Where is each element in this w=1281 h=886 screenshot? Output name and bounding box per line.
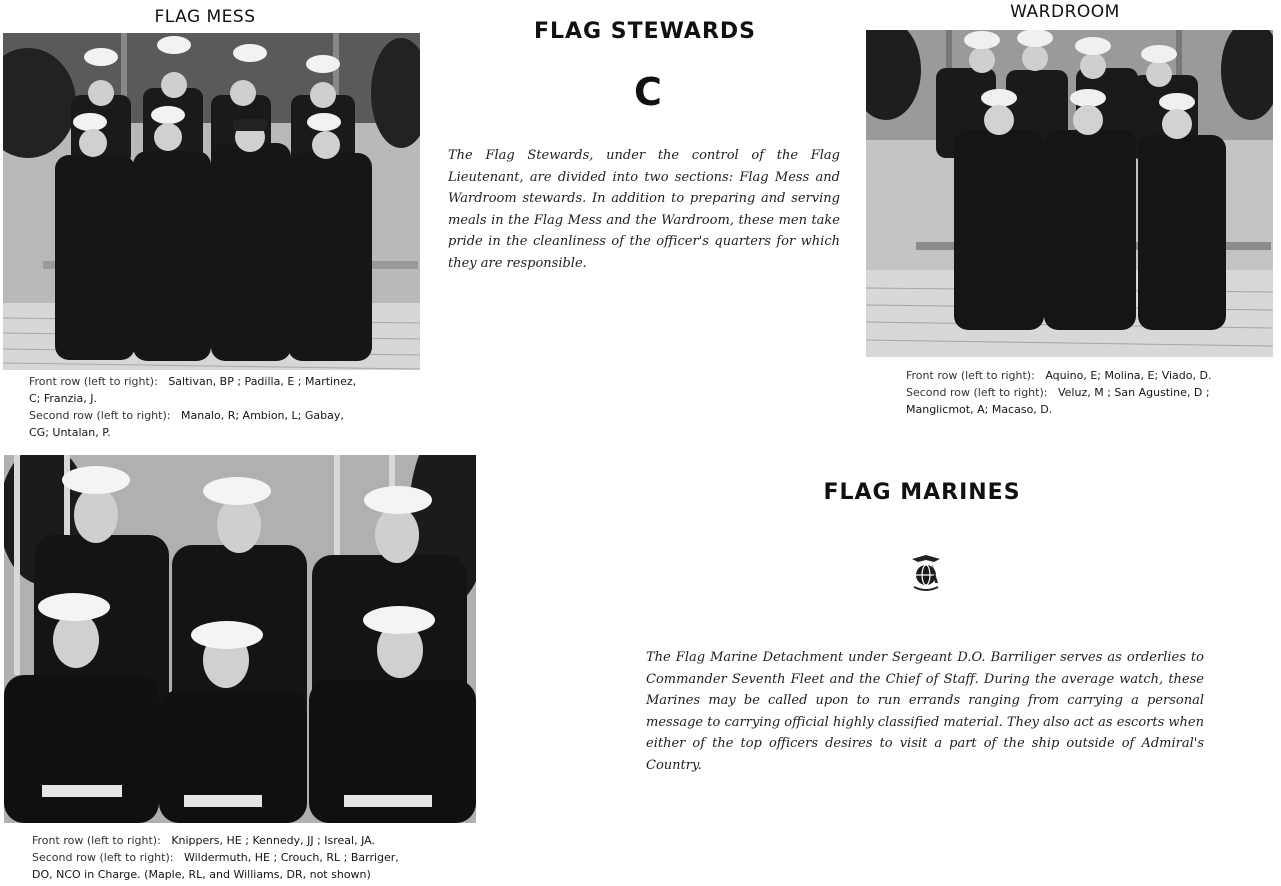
flag-stewards-paragraph: The Flag Stewards, under the control of the Flag Lieutenant, are divided into two sections: Flag Mess and Wardroom stewards. In addition to preparing and serving meals in the Flag Mess and the Wardroom, these men take pride in the cleanliness of the officer's quarters for which they are responsible.: [448, 148, 840, 271]
marine-emblem-icon: [908, 553, 944, 593]
flag-marines-photo: [4, 455, 476, 823]
caption-line: Front row (left to right): Knippers, HE ; Kennedy, JJ ; Isreal, JA.: [32, 834, 375, 847]
flag-mess-photo: [3, 33, 420, 370]
caption-line: Front row (left to right): Saltivan, BP ; Padilla, E ; Martinez,: [29, 375, 357, 388]
wardroom-caption: [906, 367, 1266, 418]
flag-mess-heading: FLAG MESS: [154, 7, 256, 27]
flag-marines-caption: [32, 832, 472, 883]
flag-marines-paragraph: The Flag Marine Detachment under Sergeant D.O. Barriliger serves as orderlies to Commander Seventh Fleet and the Chief of Staff. During the average watch, these Marines may be called upon to run errands ranging from carrying a personal message to carrying official highly classified material. They also act as escorts when either of the top officers desires to visit a part of the ship outside of Admiral's Country.: [646, 650, 1204, 773]
caption-line: Second row (left to right): Manalo, R; Ambion, L; Gabay,: [29, 409, 344, 422]
flag-stewards-heading: FLAG STEWARDS: [533, 19, 757, 44]
caption-line: Second row (left to right): Wildermuth, HE ; Crouch, RL ; Barriger,: [32, 851, 399, 864]
wardroom-heading: WARDROOM: [1010, 2, 1120, 22]
caption-line: Manglicmot, A; Macaso, D.: [906, 403, 1053, 416]
caption-line: Front row (left to right): Aquino, E; Molina, E; Viado, D.: [906, 369, 1212, 382]
caption-line: Second row (left to right): Veluz, M ; San Agustine, D ;: [906, 386, 1210, 399]
drop-cap: C: [634, 70, 662, 114]
wardroom-photo: [866, 30, 1273, 357]
flag-mess-caption: [29, 373, 409, 441]
flag-marines-heading: FLAG MARINES: [823, 480, 1021, 505]
caption-line: CG; Untalan, P.: [29, 426, 111, 439]
caption-line: C; Franzia, J.: [29, 392, 97, 405]
caption-line: DO, NCO in Charge. (Maple, RL, and Williams, DR, not shown): [32, 868, 371, 881]
